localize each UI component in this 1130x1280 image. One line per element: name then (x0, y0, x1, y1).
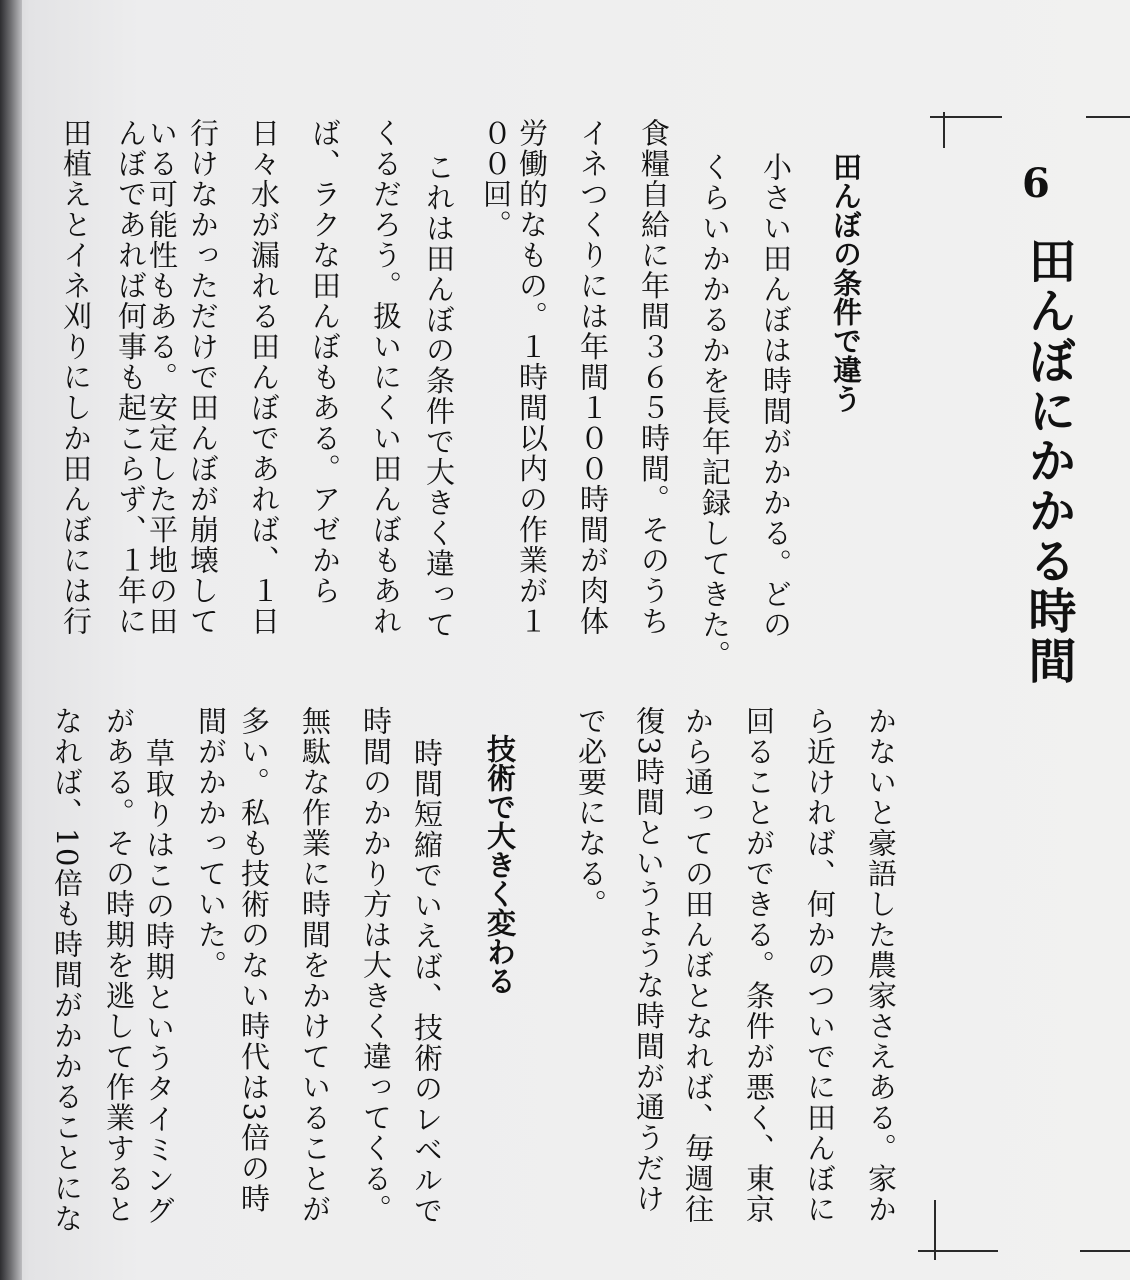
text-line: これは田んぼの条件で大きく違って (422, 152, 456, 640)
text-line: んぼであれば何事も起こらず、１年に (114, 118, 148, 637)
text-line: かないと豪語した農家さえある。家か (864, 706, 898, 1225)
text-line: 労働的なもの。１時間以内の作業が１ (515, 118, 549, 637)
text-line: 田植えとイネ刈りにしか田んぼには行 (59, 118, 93, 637)
text-line: くらいかかるかを長年記録してきた。 (698, 152, 732, 671)
text-line: がある。その時期を逃して作業すると (102, 706, 136, 1225)
page-gutter-shadow (0, 0, 22, 1280)
text-line: くるだろう。扱いにくい田んぼもあれ (369, 118, 403, 637)
text-line: ００回。 (479, 118, 513, 240)
text-line: 時間短縮でいえば、技術のレベルで (410, 738, 444, 1226)
section-heading: 田んぼの条件で違う (829, 152, 863, 413)
chapter-title: 田んぼにかかる時間 (1020, 236, 1076, 686)
text-line: 復3時間というような時間が通うだけ (632, 706, 666, 1214)
text-line: 日々水が漏れる田んぼであれば、１日 (247, 118, 281, 637)
trim-mark (1080, 1250, 1130, 1252)
text-line: 回ることができる。条件が悪く、東京 (742, 706, 776, 1225)
text-line: で必要になる。 (574, 706, 608, 920)
trim-mark (918, 1250, 998, 1252)
text-line: イネつくりには年間１００時間が肉体 (576, 118, 610, 637)
text-line: 間がかかっていた。 (194, 706, 228, 981)
text-line: 草取りはこの時期というタイミング (142, 738, 176, 1226)
trim-mark (930, 116, 1002, 118)
text-line: 食糧自給に年間３６５時間。そのうち (637, 118, 671, 637)
text-line: 行けなかっただけで田んぼが崩壊して (186, 118, 220, 637)
text-line: ば、ラクな田んぼもある。アゼから (308, 118, 342, 606)
section-heading: 技術で大きく変わる (483, 734, 517, 995)
chapter-number: 6 (1022, 160, 1050, 207)
trim-mark (1086, 116, 1130, 118)
text-line: 小さい田んぼは時間がかかる。どの (759, 152, 793, 640)
text-line: 多い。私も技術のない時代は3倍の時 (237, 706, 271, 1214)
text-line: いる可能性もある。安定した平地の田 (145, 118, 179, 637)
text-line: 時間のかかり方は大きく違ってくる。 (359, 706, 393, 1225)
text-line: 無駄な作業に時間をかけていることが (298, 706, 332, 1225)
text-line: ら近ければ、何かのついでに田んぼに (803, 706, 837, 1225)
text-line: なれば、10倍も時間がかかることにな (50, 706, 84, 1234)
text-line: から通っての田んぼとなれば、毎週往 (681, 706, 715, 1225)
